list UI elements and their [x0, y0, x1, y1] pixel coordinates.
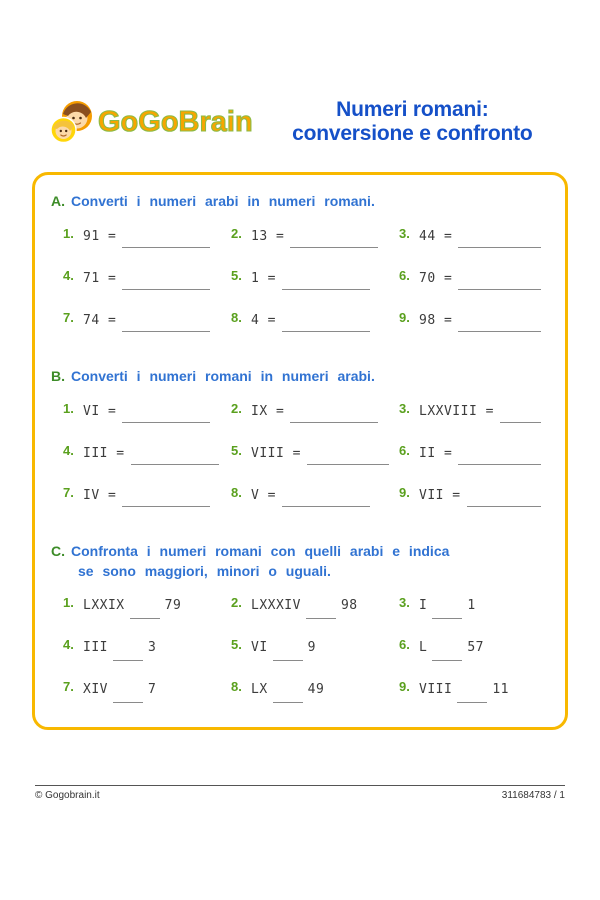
item-a4-answer-blank[interactable] — [122, 275, 210, 290]
item-a3 — [399, 227, 551, 245]
item-c7-number: 7. — [63, 679, 74, 694]
item-c6-roman: L — [419, 640, 428, 655]
worksheet-box — [32, 172, 568, 730]
item-b9-value: VII = — [419, 488, 461, 503]
item-a8-answer-blank[interactable] — [282, 317, 370, 332]
page-header — [50, 98, 560, 146]
item-c6-arabic: 57 — [467, 640, 484, 655]
section-b-letter: B. — [51, 368, 65, 384]
item-b8-answer-blank[interactable] — [282, 492, 370, 507]
item-a5-value: 1 = — [251, 271, 276, 286]
item-a7-value: 74 = — [83, 313, 117, 328]
footer-copyright: © Gogobrain.it — [35, 790, 100, 801]
section-a-items — [63, 227, 551, 329]
item-c9-number: 9. — [399, 679, 410, 694]
item-a6-number: 6. — [399, 268, 410, 283]
item-b7-answer-blank[interactable] — [122, 492, 210, 507]
item-a4-value: 71 = — [83, 271, 117, 286]
item-a7-answer-blank[interactable] — [122, 317, 210, 332]
section-c-instruction-line1: Confronta i numeri romani con quelli arabi e indica — [71, 543, 450, 559]
item-a5 — [231, 269, 399, 287]
item-a9 — [399, 311, 551, 329]
item-b8-value: V = — [251, 488, 276, 503]
item-a2-number: 2. — [231, 226, 242, 241]
item-b6 — [399, 444, 551, 462]
item-b4-number: 4. — [63, 443, 74, 458]
item-a1-value: 91 = — [83, 229, 117, 244]
item-a6 — [399, 269, 551, 287]
item-b5 — [231, 444, 399, 462]
item-b7 — [63, 486, 231, 504]
item-b6-number: 6. — [399, 443, 410, 458]
section-c-items — [63, 596, 551, 698]
item-c7-comparison-blank[interactable] — [113, 688, 143, 703]
item-a8-number: 8. — [231, 310, 242, 325]
item-c8-comparison-blank[interactable] — [273, 688, 303, 703]
section-b-header — [51, 366, 551, 386]
title-line2: conversione e confronto — [292, 122, 533, 145]
item-c3 — [399, 596, 551, 614]
item-b9-number: 9. — [399, 485, 410, 500]
item-a3-value: 44 = — [419, 229, 453, 244]
item-c8-roman: LX — [251, 682, 268, 697]
item-a3-number: 3. — [399, 226, 410, 241]
item-c3-arabic: 1 — [467, 598, 476, 613]
item-b7-value: IV = — [83, 488, 117, 503]
item-c2-arabic: 98 — [340, 598, 358, 613]
item-b2-answer-blank[interactable] — [290, 408, 378, 423]
item-a2-answer-blank[interactable] — [290, 233, 378, 248]
item-b5-value: VIII = — [251, 446, 301, 461]
item-a9-answer-blank[interactable] — [458, 317, 541, 332]
item-c7-arabic: 7 — [147, 682, 157, 697]
item-c5 — [231, 638, 399, 656]
item-c3-comparison-blank[interactable] — [432, 604, 462, 619]
item-c2-roman: LXXXIV — [251, 598, 301, 613]
item-c4-number: 4. — [63, 637, 74, 652]
section-b-items — [63, 402, 551, 504]
item-a2 — [231, 227, 399, 245]
item-c9-roman: VIII — [419, 682, 453, 697]
item-c1 — [63, 596, 231, 614]
item-c4-arabic: 3 — [147, 640, 157, 655]
item-c2 — [231, 596, 399, 614]
item-a3-answer-blank[interactable] — [458, 233, 541, 248]
item-c8-number: 8. — [231, 679, 242, 694]
item-c2-comparison-blank[interactable] — [306, 604, 336, 619]
item-b8-number: 8. — [231, 485, 242, 500]
item-b4-answer-blank[interactable] — [131, 450, 219, 465]
item-a1-number: 1. — [63, 226, 74, 241]
item-c6 — [399, 638, 551, 656]
footer-document-id: 311684783 / 1 — [501, 790, 565, 801]
item-c1-comparison-blank[interactable] — [130, 604, 160, 619]
item-c5-comparison-blank[interactable] — [273, 646, 303, 661]
gogobrain-wordmark: GoGoBrain — [98, 105, 253, 138]
item-a7-number: 7. — [63, 310, 74, 325]
item-c9 — [399, 680, 551, 698]
item-a4 — [63, 269, 231, 287]
item-b8 — [231, 486, 399, 504]
item-b1-value: VI = — [83, 404, 117, 419]
item-a9-value: 98 = — [419, 313, 453, 328]
item-c2-number: 2. — [231, 595, 242, 610]
section-a-instruction: Converti i numeri arabi in numeri romani. — [71, 193, 375, 209]
gogobrain-logo — [50, 98, 253, 146]
item-c7-roman: XIV — [83, 682, 108, 697]
section-c-letter: C. — [51, 543, 65, 559]
item-a5-answer-blank[interactable] — [282, 275, 370, 290]
item-a9-number: 9. — [399, 310, 410, 325]
item-c1-roman: LXXIX — [83, 598, 125, 613]
item-b6-value: II = — [419, 446, 453, 461]
item-a8 — [231, 311, 399, 329]
item-a6-answer-blank[interactable] — [458, 275, 541, 290]
item-b1-answer-blank[interactable] — [122, 408, 210, 423]
section-a-header — [51, 191, 551, 211]
item-c3-number: 3. — [399, 595, 410, 610]
item-c1-arabic: 79 — [164, 598, 182, 613]
item-c4-comparison-blank[interactable] — [113, 646, 143, 661]
item-b2-value: IX = — [251, 404, 285, 419]
item-c5-number: 5. — [231, 637, 242, 652]
section-b-instruction: Converti i numeri romani in numeri arabi. — [71, 368, 375, 384]
item-b3-answer-blank[interactable] — [500, 408, 541, 423]
item-a8-value: 4 = — [251, 313, 276, 328]
section-a-letter: A. — [51, 193, 65, 209]
item-b5-answer-blank[interactable] — [307, 450, 389, 465]
item-b4-value: III = — [83, 446, 125, 461]
item-b2 — [231, 402, 399, 420]
item-c9-arabic: 11 — [492, 682, 509, 697]
item-b9 — [399, 486, 551, 504]
item-c8 — [231, 680, 399, 698]
item-b4 — [63, 444, 231, 462]
item-c1-number: 1. — [63, 595, 74, 610]
item-c3-roman: I — [419, 598, 428, 613]
item-b3-number: 3. — [399, 401, 410, 416]
item-c7 — [63, 680, 231, 698]
item-b1-number: 1. — [63, 401, 74, 416]
item-a7 — [63, 311, 231, 329]
item-a6-value: 70 = — [419, 271, 453, 286]
item-c5-roman: VI — [251, 640, 268, 655]
item-c4 — [63, 638, 231, 656]
item-b7-number: 7. — [63, 485, 74, 500]
item-a5-number: 5. — [231, 268, 242, 283]
item-c4-roman: III — [83, 640, 108, 655]
item-b2-number: 2. — [231, 401, 242, 416]
item-c6-comparison-blank[interactable] — [432, 646, 462, 661]
section-c-header — [51, 541, 551, 581]
item-c8-arabic: 49 — [307, 682, 325, 697]
page-footer — [35, 785, 565, 801]
item-c9-comparison-blank[interactable] — [457, 688, 487, 703]
item-a2-value: 13 = — [251, 229, 285, 244]
item-b6-answer-blank[interactable] — [458, 450, 541, 465]
item-a4-number: 4. — [63, 268, 74, 283]
item-b3-value: LXXVIII = — [419, 404, 494, 419]
item-c5-arabic: 9 — [307, 640, 316, 655]
item-a1 — [63, 227, 231, 245]
section-c-instruction-line2: se sono maggiori, minori o uguali. — [78, 563, 331, 579]
item-b9-answer-blank[interactable] — [467, 492, 541, 507]
item-c6-number: 6. — [399, 637, 410, 652]
title-line1: Numeri romani: — [336, 98, 489, 121]
item-a1-answer-blank[interactable] — [122, 233, 210, 248]
worksheet-title — [253, 98, 560, 146]
item-b3 — [399, 402, 551, 420]
item-b5-number: 5. — [231, 443, 242, 458]
item-b1 — [63, 402, 231, 420]
gogobrain-logo-icon — [50, 98, 96, 146]
